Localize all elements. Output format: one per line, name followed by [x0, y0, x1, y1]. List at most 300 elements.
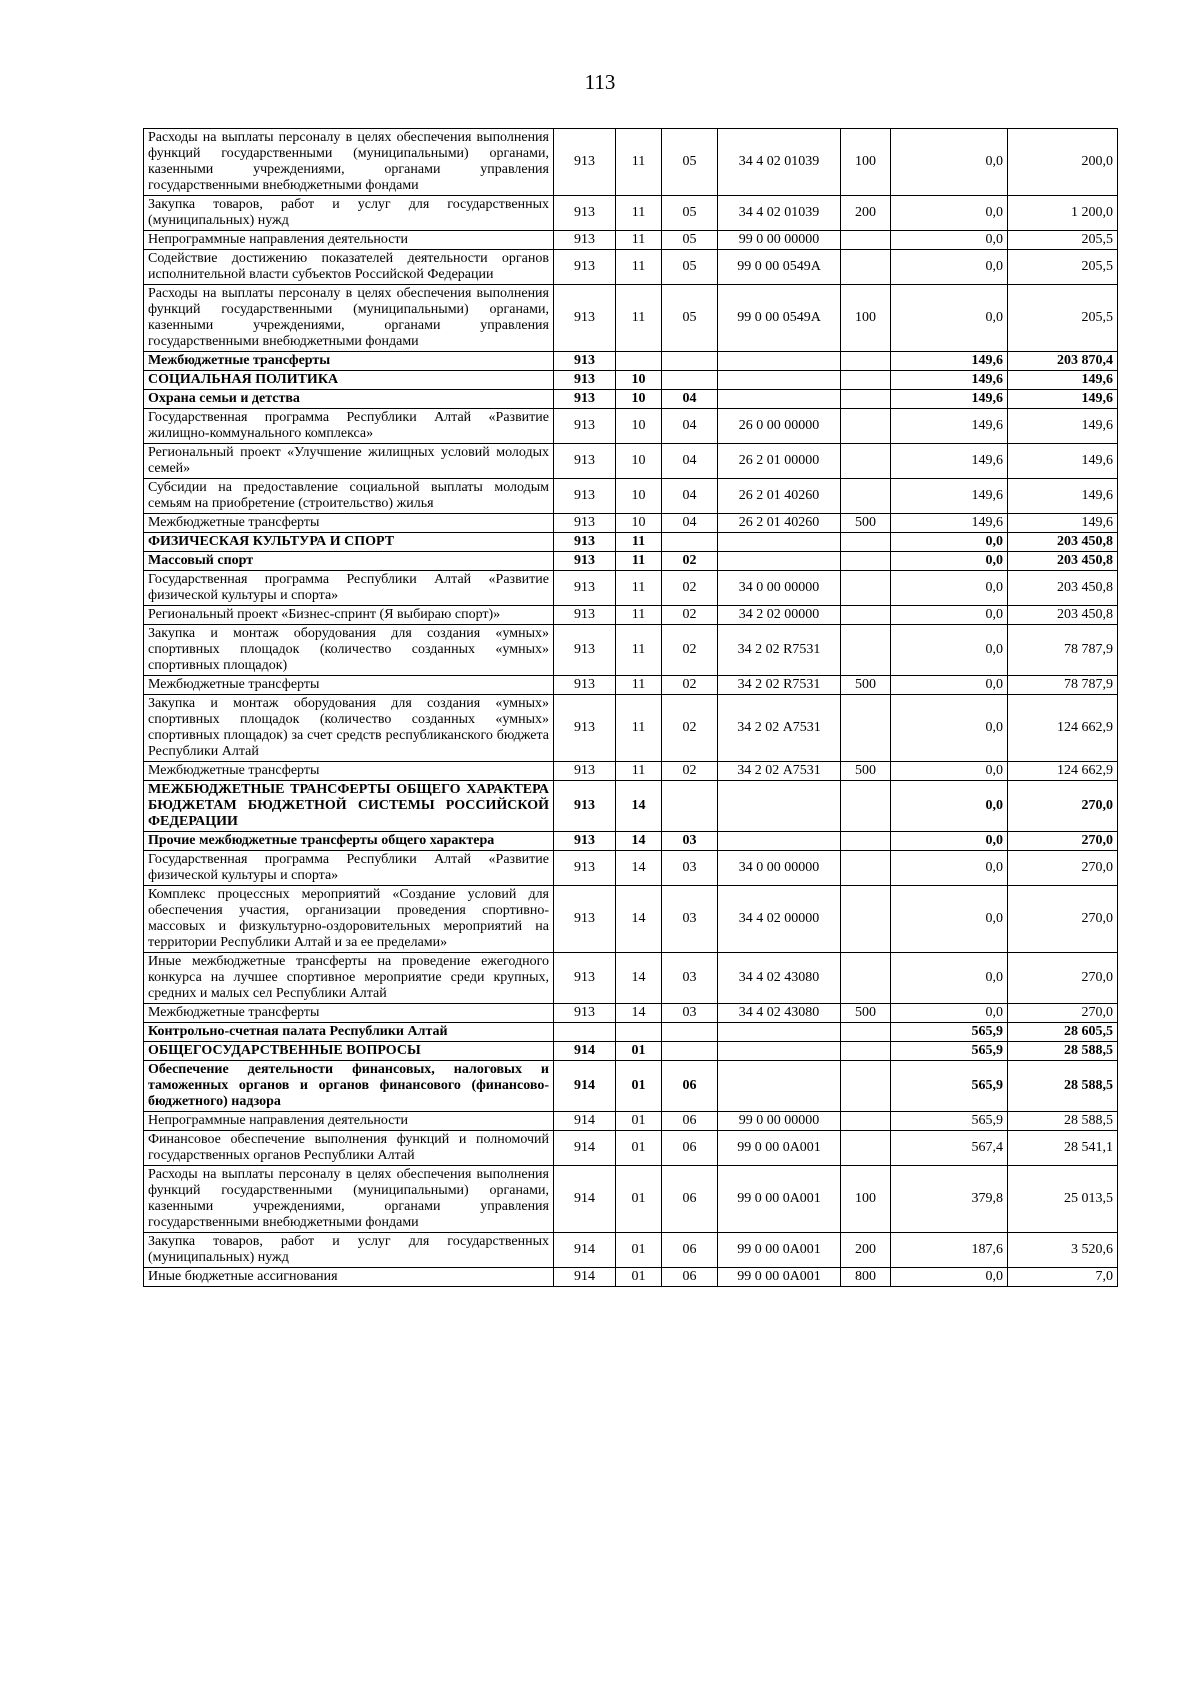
- row-name: МЕЖБЮДЖЕТНЫЕ ТРАНСФЕРТЫ ОБЩЕГО ХАРАКТЕРА БЮДЖЕТАМ БЮДЖЕТНОЙ СИСТЕМЫ РОССИЙСКОЙ ФЕДЕРАЦИИ: [144, 781, 554, 832]
- table-row: [144, 250, 1118, 285]
- row-section-code: 11: [616, 571, 662, 606]
- row-target-article: 34 4 02 43080: [718, 1004, 841, 1023]
- row-value-2: 205,5: [1008, 250, 1118, 285]
- row-ministry-code: 914: [554, 1166, 616, 1233]
- row-value-2: 270,0: [1008, 851, 1118, 886]
- row-subsection-code: [662, 352, 718, 371]
- row-value-2: 28 605,5: [1008, 1023, 1118, 1042]
- row-section-code: 01: [616, 1268, 662, 1287]
- table-row: [144, 552, 1118, 571]
- row-value-1: 0,0: [891, 851, 1008, 886]
- row-target-article: [718, 552, 841, 571]
- row-value-2: 270,0: [1008, 953, 1118, 1004]
- row-ministry-code: 913: [554, 196, 616, 231]
- row-value-2: 203 450,8: [1008, 606, 1118, 625]
- row-section-code: 01: [616, 1112, 662, 1131]
- row-expense-type: [841, 625, 891, 676]
- row-expense-type: 100: [841, 1166, 891, 1233]
- row-subsection-code: 05: [662, 250, 718, 285]
- row-value-2: 78 787,9: [1008, 676, 1118, 695]
- row-section-code: 01: [616, 1233, 662, 1268]
- row-section-code: 11: [616, 231, 662, 250]
- row-subsection-code: 02: [662, 676, 718, 695]
- row-value-2: 28 541,1: [1008, 1131, 1118, 1166]
- row-subsection-code: 06: [662, 1233, 718, 1268]
- row-section-code: 10: [616, 479, 662, 514]
- row-ministry-code: 914: [554, 1042, 616, 1061]
- row-value-1: 0,0: [891, 695, 1008, 762]
- row-ministry-code: 913: [554, 285, 616, 352]
- row-ministry-code: 913: [554, 953, 616, 1004]
- row-value-2: 205,5: [1008, 285, 1118, 352]
- row-ministry-code: 913: [554, 832, 616, 851]
- row-name: Межбюджетные трансферты: [144, 514, 554, 533]
- row-value-2: 270,0: [1008, 781, 1118, 832]
- row-subsection-code: 04: [662, 444, 718, 479]
- row-ministry-code: 913: [554, 886, 616, 953]
- row-expense-type: [841, 571, 891, 606]
- row-value-1: 0,0: [891, 762, 1008, 781]
- row-expense-type: [841, 352, 891, 371]
- table-row: [144, 1042, 1118, 1061]
- row-name: Расходы на выплаты персоналу в целях обеспечения выполнения функций государственными (муниципальными) органами, казенными учреждениями, органами управления государственными внебюджетными фондами: [144, 285, 554, 352]
- row-value-1: 149,6: [891, 479, 1008, 514]
- row-value-1: 0,0: [891, 1004, 1008, 1023]
- row-target-article: [718, 533, 841, 552]
- row-ministry-code: 914: [554, 1233, 616, 1268]
- row-target-article: 99 0 00 00000: [718, 1112, 841, 1131]
- row-value-2: 124 662,9: [1008, 762, 1118, 781]
- row-target-article: 99 0 00 00000: [718, 231, 841, 250]
- row-value-1: 0,0: [891, 676, 1008, 695]
- row-subsection-code: 02: [662, 625, 718, 676]
- row-value-1: 149,6: [891, 409, 1008, 444]
- row-target-article: [718, 371, 841, 390]
- row-subsection-code: [662, 533, 718, 552]
- row-target-article: 99 0 00 0549А: [718, 285, 841, 352]
- row-section-code: 01: [616, 1042, 662, 1061]
- table-row: [144, 444, 1118, 479]
- row-name: Государственная программа Республики Алтай «Развитие физической культуры и спорта»: [144, 571, 554, 606]
- row-ministry-code: 913: [554, 851, 616, 886]
- row-value-2: 28 588,5: [1008, 1112, 1118, 1131]
- row-value-2: 1 200,0: [1008, 196, 1118, 231]
- row-value-1: 0,0: [891, 129, 1008, 196]
- table-row: [144, 1004, 1118, 1023]
- row-ministry-code: 913: [554, 676, 616, 695]
- table-row: [144, 625, 1118, 676]
- row-section-code: 10: [616, 371, 662, 390]
- row-expense-type: [841, 479, 891, 514]
- row-expense-type: 200: [841, 196, 891, 231]
- row-subsection-code: 06: [662, 1166, 718, 1233]
- row-target-article: 99 0 00 0А001: [718, 1166, 841, 1233]
- table-row: [144, 129, 1118, 196]
- row-section-code: [616, 1023, 662, 1042]
- row-ministry-code: [554, 1023, 616, 1042]
- row-value-2: 149,6: [1008, 371, 1118, 390]
- row-target-article: [718, 352, 841, 371]
- row-subsection-code: 05: [662, 231, 718, 250]
- row-name: Расходы на выплаты персоналу в целях обеспечения выполнения функций государственными (муниципальными) органами, казенными учреждениями, органами управления государственными внебюджетными фондами: [144, 129, 554, 196]
- row-value-1: 565,9: [891, 1112, 1008, 1131]
- table-row: [144, 676, 1118, 695]
- row-subsection-code: 04: [662, 390, 718, 409]
- row-target-article: 99 0 00 0А001: [718, 1233, 841, 1268]
- row-expense-type: [841, 1042, 891, 1061]
- row-subsection-code: 04: [662, 514, 718, 533]
- row-subsection-code: [662, 1023, 718, 1042]
- row-ministry-code: 913: [554, 352, 616, 371]
- row-target-article: 26 0 00 00000: [718, 409, 841, 444]
- row-target-article: 34 2 02 R7531: [718, 676, 841, 695]
- row-value-2: 149,6: [1008, 444, 1118, 479]
- row-name: Охрана семьи и детства: [144, 390, 554, 409]
- row-section-code: 01: [616, 1061, 662, 1112]
- table-row: [144, 781, 1118, 832]
- row-ministry-code: 913: [554, 479, 616, 514]
- row-subsection-code: 06: [662, 1131, 718, 1166]
- row-subsection-code: 03: [662, 851, 718, 886]
- row-value-2: 270,0: [1008, 1004, 1118, 1023]
- row-subsection-code: 05: [662, 285, 718, 352]
- row-section-code: 11: [616, 676, 662, 695]
- row-section-code: 14: [616, 832, 662, 851]
- row-ministry-code: 914: [554, 1131, 616, 1166]
- row-ministry-code: 913: [554, 231, 616, 250]
- table-row: [144, 514, 1118, 533]
- row-value-2: 149,6: [1008, 390, 1118, 409]
- row-subsection-code: 06: [662, 1268, 718, 1287]
- row-ministry-code: 913: [554, 571, 616, 606]
- row-section-code: 14: [616, 851, 662, 886]
- row-subsection-code: 06: [662, 1061, 718, 1112]
- row-ministry-code: 913: [554, 444, 616, 479]
- row-expense-type: 200: [841, 1233, 891, 1268]
- table-row: [144, 1061, 1118, 1112]
- row-ministry-code: 913: [554, 533, 616, 552]
- row-target-article: 34 4 02 43080: [718, 953, 841, 1004]
- row-value-1: 0,0: [891, 250, 1008, 285]
- row-name: Закупка товаров, работ и услуг для государственных (муниципальных) нужд: [144, 1233, 554, 1268]
- row-target-article: [718, 1061, 841, 1112]
- row-expense-type: 100: [841, 129, 891, 196]
- row-ministry-code: 913: [554, 371, 616, 390]
- row-ministry-code: 913: [554, 695, 616, 762]
- row-value-1: 149,6: [891, 352, 1008, 371]
- row-target-article: 34 0 00 00000: [718, 851, 841, 886]
- table-row: [144, 1166, 1118, 1233]
- row-value-2: 203 450,8: [1008, 533, 1118, 552]
- row-value-1: 0,0: [891, 231, 1008, 250]
- row-name: Прочие межбюджетные трансферты общего характера: [144, 832, 554, 851]
- row-value-1: 149,6: [891, 514, 1008, 533]
- row-value-2: 3 520,6: [1008, 1233, 1118, 1268]
- row-expense-type: [841, 1131, 891, 1166]
- table-row: [144, 1268, 1118, 1287]
- budget-table-body: [144, 129, 1118, 1287]
- row-expense-type: [841, 231, 891, 250]
- row-subsection-code: 03: [662, 1004, 718, 1023]
- row-subsection-code: 03: [662, 953, 718, 1004]
- row-expense-type: [841, 552, 891, 571]
- row-value-1: 187,6: [891, 1233, 1008, 1268]
- row-target-article: 34 2 02 А7531: [718, 762, 841, 781]
- row-value-1: 149,6: [891, 444, 1008, 479]
- row-name: Закупка и монтаж оборудования для создания «умных» спортивных площадок (количество созданных «умных» спортивных площадок): [144, 625, 554, 676]
- row-subsection-code: 06: [662, 1112, 718, 1131]
- row-value-2: 270,0: [1008, 832, 1118, 851]
- row-expense-type: [841, 695, 891, 762]
- table-row: [144, 571, 1118, 606]
- row-value-2: 200,0: [1008, 129, 1118, 196]
- row-ministry-code: 913: [554, 781, 616, 832]
- table-row: [144, 851, 1118, 886]
- row-subsection-code: 03: [662, 886, 718, 953]
- row-section-code: 10: [616, 409, 662, 444]
- row-target-article: 34 4 02 00000: [718, 886, 841, 953]
- row-section-code: 10: [616, 514, 662, 533]
- row-ministry-code: 913: [554, 625, 616, 676]
- table-row: [144, 1112, 1118, 1131]
- table-row: [144, 1131, 1118, 1166]
- table-row: [144, 390, 1118, 409]
- row-target-article: 26 2 01 40260: [718, 479, 841, 514]
- row-ministry-code: 913: [554, 1004, 616, 1023]
- table-row: [144, 1233, 1118, 1268]
- table-row: [144, 1023, 1118, 1042]
- row-section-code: 14: [616, 781, 662, 832]
- row-section-code: 10: [616, 444, 662, 479]
- row-target-article: 26 2 01 40260: [718, 514, 841, 533]
- row-value-1: 0,0: [891, 1268, 1008, 1287]
- row-section-code: 01: [616, 1131, 662, 1166]
- row-subsection-code: [662, 371, 718, 390]
- row-target-article: [718, 390, 841, 409]
- row-value-2: 149,6: [1008, 479, 1118, 514]
- row-ministry-code: 913: [554, 390, 616, 409]
- row-value-2: 78 787,9: [1008, 625, 1118, 676]
- row-target-article: [718, 832, 841, 851]
- table-row: [144, 953, 1118, 1004]
- row-ministry-code: 913: [554, 129, 616, 196]
- row-name: Региональный проект «Улучшение жилищных условий молодых семей»: [144, 444, 554, 479]
- row-target-article: [718, 781, 841, 832]
- row-ministry-code: 913: [554, 250, 616, 285]
- row-name: Непрограммные направления деятельности: [144, 231, 554, 250]
- row-name: Государственная программа Республики Алтай «Развитие физической культуры и спорта»: [144, 851, 554, 886]
- row-target-article: 34 4 02 01039: [718, 129, 841, 196]
- row-value-2: 149,6: [1008, 514, 1118, 533]
- row-value-2: 28 588,5: [1008, 1061, 1118, 1112]
- row-expense-type: [841, 1023, 891, 1042]
- row-ministry-code: 913: [554, 552, 616, 571]
- row-value-1: 149,6: [891, 390, 1008, 409]
- row-subsection-code: 02: [662, 762, 718, 781]
- table-row: [144, 533, 1118, 552]
- row-name: Иные межбюджетные трансферты на проведение ежегодного конкурса на лучшее спортивное мероприятие среди крупных, средних и малых сел Республики Алтай: [144, 953, 554, 1004]
- row-section-code: 11: [616, 552, 662, 571]
- row-value-1: 0,0: [891, 533, 1008, 552]
- row-ministry-code: 913: [554, 762, 616, 781]
- table-row: [144, 371, 1118, 390]
- row-section-code: 01: [616, 1166, 662, 1233]
- row-name: Содействие достижению показателей деятельности органов исполнительной власти субъектов Российской Федерации: [144, 250, 554, 285]
- row-name: Межбюджетные трансферты: [144, 762, 554, 781]
- row-target-article: 99 0 00 0А001: [718, 1268, 841, 1287]
- row-name: Межбюджетные трансферты: [144, 676, 554, 695]
- row-expense-type: [841, 371, 891, 390]
- row-name: Финансовое обеспечение выполнения функций и полномочий государственных органов Республики Алтай: [144, 1131, 554, 1166]
- row-target-article: 99 0 00 0549А: [718, 250, 841, 285]
- row-name: Массовый спорт: [144, 552, 554, 571]
- row-section-code: 11: [616, 762, 662, 781]
- row-name: Комплекс процессных мероприятий «Создание условий для обеспечения участия, организации проведения спортивно-массовых и физкультурно-оздоровительных мероприятий на территории Республики Алтай и за ее пределами»: [144, 886, 554, 953]
- row-name: Межбюджетные трансферты: [144, 352, 554, 371]
- row-value-2: 124 662,9: [1008, 695, 1118, 762]
- row-ministry-code: 913: [554, 606, 616, 625]
- row-name: Закупка и монтаж оборудования для создания «умных» спортивных площадок (количество созданных «умных» спортивных площадок) за счет средств республиканского бюджета Республики Алтай: [144, 695, 554, 762]
- row-value-1: 0,0: [891, 196, 1008, 231]
- row-subsection-code: 02: [662, 571, 718, 606]
- row-expense-type: [841, 1061, 891, 1112]
- row-expense-type: [841, 409, 891, 444]
- row-section-code: 14: [616, 953, 662, 1004]
- row-value-2: 28 588,5: [1008, 1042, 1118, 1061]
- row-subsection-code: 02: [662, 552, 718, 571]
- table-row: [144, 832, 1118, 851]
- row-section-code: 11: [616, 129, 662, 196]
- row-subsection-code: [662, 781, 718, 832]
- row-subsection-code: 02: [662, 695, 718, 762]
- table-row: [144, 606, 1118, 625]
- row-expense-type: 500: [841, 514, 891, 533]
- row-name: Контрольно-счетная палата Республики Алтай: [144, 1023, 554, 1042]
- budget-table: [143, 128, 1118, 1287]
- row-target-article: 34 4 02 01039: [718, 196, 841, 231]
- row-ministry-code: 914: [554, 1112, 616, 1131]
- row-expense-type: [841, 250, 891, 285]
- row-target-article: [718, 1023, 841, 1042]
- row-subsection-code: [662, 1042, 718, 1061]
- row-value-2: 203 870,4: [1008, 352, 1118, 371]
- row-target-article: 34 2 02 R7531: [718, 625, 841, 676]
- row-ministry-code: 914: [554, 1061, 616, 1112]
- row-value-1: 0,0: [891, 832, 1008, 851]
- row-value-1: 0,0: [891, 571, 1008, 606]
- row-name: ФИЗИЧЕСКАЯ КУЛЬТУРА И СПОРТ: [144, 533, 554, 552]
- row-value-2: 25 013,5: [1008, 1166, 1118, 1233]
- row-section-code: 14: [616, 1004, 662, 1023]
- row-expense-type: 500: [841, 762, 891, 781]
- row-value-1: 0,0: [891, 625, 1008, 676]
- row-subsection-code: 02: [662, 606, 718, 625]
- row-expense-type: [841, 533, 891, 552]
- row-section-code: 11: [616, 533, 662, 552]
- row-value-2: 203 450,8: [1008, 552, 1118, 571]
- row-section-code: 11: [616, 196, 662, 231]
- row-ministry-code: 913: [554, 514, 616, 533]
- row-ministry-code: 914: [554, 1268, 616, 1287]
- row-value-1: 0,0: [891, 886, 1008, 953]
- row-name: Государственная программа Республики Алтай «Развитие жилищно-коммунального комплекса»: [144, 409, 554, 444]
- table-row: [144, 409, 1118, 444]
- row-section-code: 11: [616, 606, 662, 625]
- row-value-1: 149,6: [891, 371, 1008, 390]
- row-section-code: 11: [616, 695, 662, 762]
- row-expense-type: [841, 953, 891, 1004]
- row-ministry-code: 913: [554, 409, 616, 444]
- row-value-2: 149,6: [1008, 409, 1118, 444]
- row-value-1: 0,0: [891, 285, 1008, 352]
- row-section-code: [616, 352, 662, 371]
- row-expense-type: [841, 851, 891, 886]
- table-row: [144, 231, 1118, 250]
- table-row: [144, 695, 1118, 762]
- row-section-code: 11: [616, 285, 662, 352]
- row-name: СОЦИАЛЬНАЯ ПОЛИТИКА: [144, 371, 554, 390]
- row-section-code: 14: [616, 886, 662, 953]
- row-value-1: 0,0: [891, 781, 1008, 832]
- row-expense-type: 500: [841, 676, 891, 695]
- table-row: [144, 285, 1118, 352]
- row-name: Расходы на выплаты персоналу в целях обеспечения выполнения функций государственными (муниципальными) органами, казенными учреждениями, органами управления государственными внебюджетными фондами: [144, 1166, 554, 1233]
- table-row: [144, 352, 1118, 371]
- row-expense-type: [841, 606, 891, 625]
- row-subsection-code: 04: [662, 479, 718, 514]
- table-row: [144, 762, 1118, 781]
- row-name: Межбюджетные трансферты: [144, 1004, 554, 1023]
- row-expense-type: [841, 781, 891, 832]
- row-subsection-code: 03: [662, 832, 718, 851]
- row-expense-type: 800: [841, 1268, 891, 1287]
- row-target-article: 34 2 02 А7531: [718, 695, 841, 762]
- row-expense-type: [841, 444, 891, 479]
- row-expense-type: [841, 390, 891, 409]
- row-value-2: 203 450,8: [1008, 571, 1118, 606]
- row-value-1: 565,9: [891, 1042, 1008, 1061]
- row-target-article: 34 0 00 00000: [718, 571, 841, 606]
- row-name: Закупка товаров, работ и услуг для государственных (муниципальных) нужд: [144, 196, 554, 231]
- row-name: ОБЩЕГОСУДАРСТВЕННЫЕ ВОПРОСЫ: [144, 1042, 554, 1061]
- table-row: [144, 196, 1118, 231]
- table-row: [144, 479, 1118, 514]
- row-name: Непрограммные направления деятельности: [144, 1112, 554, 1131]
- row-value-1: 0,0: [891, 606, 1008, 625]
- row-subsection-code: 05: [662, 196, 718, 231]
- row-value-2: 270,0: [1008, 886, 1118, 953]
- row-value-1: 0,0: [891, 953, 1008, 1004]
- table-row: [144, 886, 1118, 953]
- row-value-1: 567,4: [891, 1131, 1008, 1166]
- page-number: 113: [584, 70, 616, 94]
- row-name: Иные бюджетные ассигнования: [144, 1268, 554, 1287]
- row-expense-type: [841, 832, 891, 851]
- row-target-article: [718, 1042, 841, 1061]
- row-value-1: 565,9: [891, 1023, 1008, 1042]
- row-name: Региональный проект «Бизнес-спринт (Я выбираю спорт)»: [144, 606, 554, 625]
- row-expense-type: [841, 886, 891, 953]
- row-target-article: 99 0 00 0А001: [718, 1131, 841, 1166]
- row-value-2: 205,5: [1008, 231, 1118, 250]
- row-target-article: 26 2 01 00000: [718, 444, 841, 479]
- row-expense-type: [841, 1112, 891, 1131]
- row-value-2: 7,0: [1008, 1268, 1118, 1287]
- row-target-article: 34 2 02 00000: [718, 606, 841, 625]
- row-expense-type: 100: [841, 285, 891, 352]
- row-name: Обеспечение деятельности финансовых, налоговых и таможенных органов и органов финансового (финансово-бюджетного) надзора: [144, 1061, 554, 1112]
- row-name: Субсидии на предоставление социальной выплаты молодым семьям на приобретение (строительство) жилья: [144, 479, 554, 514]
